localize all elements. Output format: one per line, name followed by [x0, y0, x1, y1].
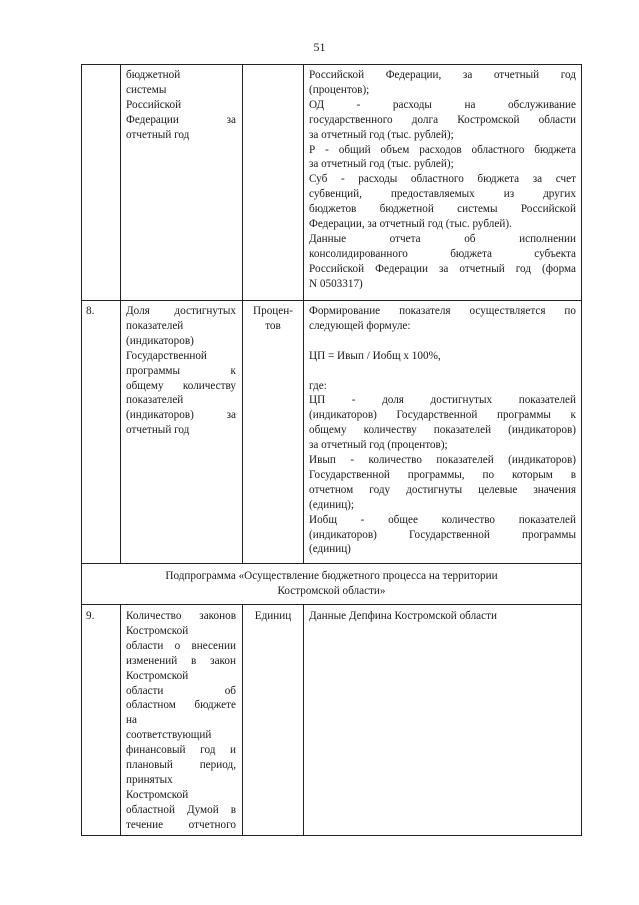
subprogram-header [82, 569, 581, 599]
table-border-bottom [81, 835, 582, 836]
text-line: (индикаторов) Государственной программы [309, 528, 576, 541]
text-line: областной Думой в [126, 803, 236, 816]
text-line: Данные отчета об исполнении [309, 232, 576, 245]
row-9-method-cell [309, 609, 576, 624]
row-8-unit-cell [246, 304, 300, 334]
text-line: общему количеству [126, 379, 236, 392]
text-line: течение отчетного [126, 818, 236, 831]
text-line: показателей [126, 394, 184, 407]
row-8-method-cell [309, 304, 576, 557]
text-line: программы к [126, 364, 236, 377]
text-line: бюджетной [126, 69, 181, 81]
table-border-right [581, 64, 582, 836]
text-line: за отчетный год (процентов); [309, 439, 448, 452]
text-line: Суб - расходы областного бюджета за счет [309, 173, 576, 186]
text-line: консолидированного бюджета субъекта [309, 247, 576, 260]
text-line: бюджетов бюджетной системы Российской [309, 203, 576, 216]
row-8-number: 8. [86, 305, 95, 317]
text-line: Единиц [254, 610, 292, 622]
text-line: государственного долга Костромской области [309, 113, 576, 126]
table-border-left [81, 64, 82, 836]
text-line: Ивып - количество показателей (индикаторов) [309, 454, 576, 467]
text-line: Иобщ - общее количество показателей [309, 513, 576, 526]
text-line: на [126, 714, 137, 727]
text-line: (индикаторов) Государственной программы к [309, 409, 576, 422]
page-number: 51 [313, 40, 326, 54]
col-divider-num-bottom [120, 604, 121, 836]
text-line: Количество законов [126, 610, 236, 622]
text-line: Федерации за [126, 113, 236, 126]
table-border-top [81, 64, 582, 65]
text-line: Костромской [126, 788, 189, 801]
text-line: Федерации, за отчетный год (тыс. рублей). [309, 218, 512, 231]
subprogram-header-line-2: Костромской области» [277, 584, 386, 597]
text-line: за отчетный год (тыс. рублей); [309, 158, 454, 171]
text-line: Процен- [253, 305, 293, 317]
text-line: плановый период, [126, 759, 236, 772]
text-line: отчетном году достигнуты целевые значения [309, 483, 576, 496]
text-line: (единиц); [309, 498, 355, 511]
text-line: изменений в закон [126, 654, 236, 667]
text-line [309, 364, 576, 379]
row-divider-2 [81, 563, 582, 564]
text-line: за отчетный год (тыс. рублей); [309, 128, 454, 141]
row-9-name-cell [126, 609, 236, 833]
text-line: N 0503317) [309, 277, 363, 290]
row-9-unit-cell [246, 609, 300, 624]
text-line: где: [309, 379, 327, 392]
row-0-method-cell [309, 68, 576, 292]
text-line: принятых [126, 773, 173, 786]
text-line: области о внесении [126, 639, 236, 652]
text-line: показателей [126, 319, 184, 332]
row-divider-1 [81, 300, 582, 301]
text-line: (индикаторов) за [126, 409, 236, 422]
text-line: (процентов); [309, 83, 370, 96]
text-line: отчетный год [126, 128, 190, 141]
col-divider-num-top [120, 64, 121, 564]
col-divider-unit-bottom [303, 604, 304, 836]
col-divider-name-bottom [242, 604, 243, 836]
text-line: Российской Федерации за отчетный год (форма [309, 262, 576, 275]
text-line: Государственной программы, по которым в [309, 468, 576, 481]
row-divider-3 [81, 604, 582, 605]
text-line: ЦП - доля достигнутых показателей [309, 394, 576, 407]
text-line: Доля достигнутых [126, 305, 236, 317]
text-line: Данные Депфина Костромской области [309, 610, 497, 622]
text-line: общему количеству показателей (индикаторов) [309, 424, 576, 437]
text-line: Костромской [126, 624, 189, 637]
text-line: субвенций, предоставляемых из других [309, 188, 576, 201]
row-9-number: 9. [86, 610, 95, 622]
text-line: (единиц) [309, 543, 351, 556]
text-line: финансовый год и [126, 744, 236, 757]
text-line: ЦП = Ивып / Иобщ x 100%, [309, 349, 441, 362]
text-line: Российской Федерации, за отчетный год [309, 69, 576, 81]
text-line: (индикаторов) [126, 334, 194, 347]
text-line: Российской [126, 98, 182, 111]
row-0-name-cell [126, 68, 236, 143]
text-line: области об [126, 684, 236, 697]
text-line: Костромской [126, 669, 189, 682]
text-line [309, 334, 576, 349]
text-line: тов [265, 319, 281, 332]
row-8-name-cell [126, 304, 236, 438]
text-line: Р - общий объем расходов областного бюджета [309, 143, 576, 156]
text-line: соответствующий [126, 729, 212, 742]
text-line: Государственной [126, 349, 207, 362]
text-line: отчетный год [126, 424, 190, 437]
text-line: системы [126, 83, 167, 96]
text-line: ОД - расходы на обслуживание [309, 98, 576, 111]
text-line: Формирование показателя осуществляется по [309, 305, 576, 317]
subprogram-header-line-1: Подпрограмма «Осуществление бюджетного процесса на территории [165, 570, 498, 582]
col-divider-unit-top [303, 64, 304, 564]
text-line: областном бюджете [126, 699, 236, 712]
col-divider-name-top [242, 64, 243, 564]
text-line: следующей формуле: [309, 319, 411, 332]
